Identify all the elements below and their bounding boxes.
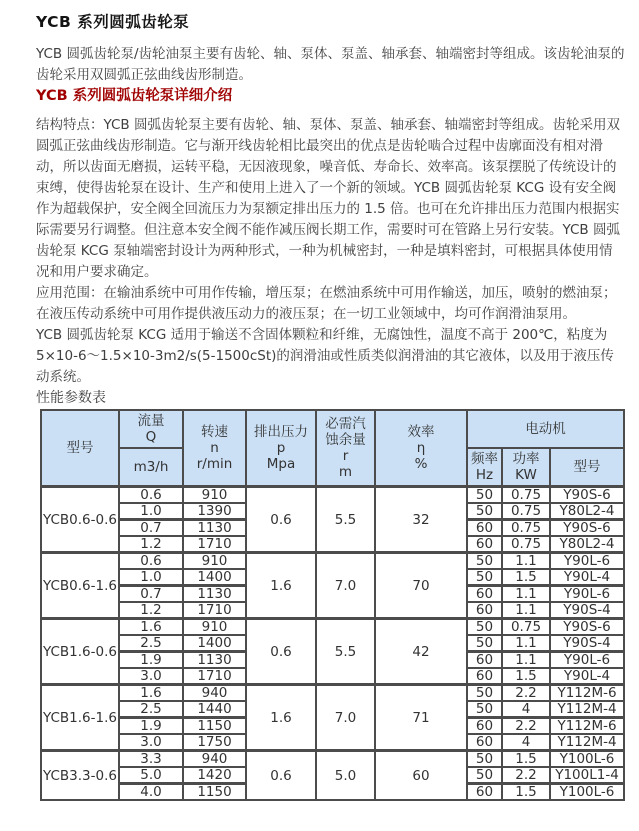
frequency-cell: 60 — [467, 536, 502, 553]
frequency-cell: 60 — [467, 602, 502, 619]
motor-model-cell: Y100L-6 — [550, 751, 624, 768]
motor-model-cell: Y90L-6 — [550, 652, 624, 669]
motor-model-cell: Y80L2-4 — [550, 536, 624, 553]
table-header — [41, 410, 624, 487]
motor-model-cell: Y100L1-4 — [550, 767, 624, 784]
model-cell: YCB3.3-0.6 — [41, 751, 119, 801]
flow-cell: 2.5 — [119, 701, 183, 718]
frequency-cell: 60 — [467, 668, 502, 685]
motor-model-cell: Y80L2-4 — [550, 503, 624, 520]
motor-model-cell: Y112M-4 — [550, 734, 624, 751]
paragraph-suitability: YCB 圆弧齿轮泵 KCG 适用于输送不含固体颗粒和纤维，无腐蚀性，温度不高于 200℃，粘度为5×10-6～1.5×10-3m2/s(5-1500cSt)的润滑油或性质类似润滑油的其它液体，以及用于液压传动系统。 — [36, 327, 614, 385]
motor-model-cell: Y112M-4 — [550, 701, 624, 718]
table-body — [41, 487, 624, 801]
flow-cell: 5.0 — [119, 767, 183, 784]
speed-cell: 1420 — [183, 767, 246, 784]
frequency-cell: 60 — [467, 784, 502, 801]
frequency-cell: 60 — [467, 520, 502, 537]
performance-table — [40, 409, 625, 801]
paragraph-application-range: 应用范围：在输油系统中可用作传输，增压泵；在燃油系统中可用作输送，加压，喷射的燃油泵；在液压传动系统中可用作提供液压动力的液压泵；在一切工业领域中，均可作润滑油泵用。 — [36, 285, 617, 322]
frequency-cell: 50 — [467, 751, 502, 768]
speed-cell: 1400 — [183, 569, 246, 586]
speed-cell: 1400 — [183, 635, 246, 652]
npsh-cell: 7.0 — [316, 553, 375, 619]
power-cell: 1.5 — [502, 668, 550, 685]
frequency-cell: 60 — [467, 734, 502, 751]
flow-cell: 0.7 — [119, 520, 183, 537]
motor-model-cell: Y90S-4 — [550, 602, 624, 619]
power-cell: 2.2 — [502, 685, 550, 702]
power-cell: 2.2 — [502, 767, 550, 784]
motor-model-cell: Y90L-6 — [550, 553, 624, 570]
table-row — [41, 619, 624, 636]
efficiency-cell: 32 — [375, 487, 467, 553]
speed-cell: 1710 — [183, 536, 246, 553]
efficiency-cell: 71 — [375, 685, 467, 751]
table-row — [41, 487, 624, 504]
frequency-cell: 60 — [467, 718, 502, 735]
power-cell: 0.75 — [502, 619, 550, 636]
power-cell: 1.1 — [502, 635, 550, 652]
header-model: 型号 — [41, 410, 119, 487]
power-cell: 0.75 — [502, 520, 550, 537]
motor-model-cell: Y90S-6 — [550, 487, 624, 504]
flow-cell: 1.0 — [119, 569, 183, 586]
npsh-cell: 5.5 — [316, 487, 375, 553]
header-flow: 流量 Q — [119, 410, 183, 448]
power-cell: 0.75 — [502, 487, 550, 504]
frequency-cell: 50 — [467, 487, 502, 504]
flow-cell: 1.6 — [119, 619, 183, 636]
power-cell: 1.5 — [502, 569, 550, 586]
frequency-cell: 60 — [467, 652, 502, 669]
efficiency-cell: 70 — [375, 553, 467, 619]
npsh-cell: 5.5 — [316, 619, 375, 685]
header-flow-unit: m3/h — [119, 448, 183, 487]
efficiency-cell: 42 — [375, 619, 467, 685]
page-title: YCB 系列圆弧齿轮泵 — [36, 13, 190, 31]
header-speed: 转速 n r/min — [183, 410, 246, 487]
flow-cell: 0.7 — [119, 586, 183, 603]
header-motor: 电动机 — [467, 410, 624, 448]
power-cell: 1.1 — [502, 586, 550, 603]
motor-model-cell: Y100L-6 — [550, 784, 624, 801]
motor-model-cell: Y90L-6 — [550, 586, 624, 603]
frequency-cell: 50 — [467, 767, 502, 784]
flow-cell: 1.9 — [119, 652, 183, 669]
power-cell: 1.5 — [502, 784, 550, 801]
speed-cell: 910 — [183, 487, 246, 504]
header-npsh: 必需汽 蚀余量 r m — [316, 410, 375, 487]
power-cell: 1.1 — [502, 602, 550, 619]
power-cell: 4 — [502, 701, 550, 718]
motor-model-cell: Y90L-4 — [550, 668, 624, 685]
table-row — [41, 685, 624, 702]
model-cell: YCB1.6-0.6 — [41, 619, 119, 685]
flow-cell: 0.6 — [119, 553, 183, 570]
header-pressure: 排出压力 p Mpa — [246, 410, 316, 487]
npsh-cell: 7.0 — [316, 685, 375, 751]
speed-cell: 940 — [183, 751, 246, 768]
pressure-cell: 0.6 — [246, 751, 316, 801]
flow-cell: 3.3 — [119, 751, 183, 768]
speed-cell: 1750 — [183, 734, 246, 751]
flow-cell: 1.9 — [119, 718, 183, 735]
power-cell: 1.1 — [502, 553, 550, 570]
header-frequency: 频率 Hz — [467, 448, 502, 487]
frequency-cell: 50 — [467, 701, 502, 718]
table-row — [41, 751, 624, 768]
frequency-cell: 50 — [467, 503, 502, 520]
motor-model-cell: Y112M-6 — [550, 718, 624, 735]
flow-cell: 1.2 — [119, 536, 183, 553]
speed-cell: 1710 — [183, 602, 246, 619]
speed-cell: 1440 — [183, 701, 246, 718]
frequency-cell: 50 — [467, 553, 502, 570]
speed-cell: 910 — [183, 619, 246, 636]
power-cell: 1.1 — [502, 652, 550, 669]
speed-cell: 910 — [183, 553, 246, 570]
speed-cell: 1130 — [183, 586, 246, 603]
power-cell: 2.2 — [502, 718, 550, 735]
motor-model-cell: Y112M-6 — [550, 685, 624, 702]
flow-cell: 0.6 — [119, 487, 183, 504]
intro-paragraph: YCB 圆弧齿轮泵/齿轮油泵主要有齿轮、轴、泵体、泵盖、轴承套、轴端密封等组成。该齿轮油泵的齿轮采用双圆弧正弦曲线齿形制造。 — [36, 46, 625, 83]
motor-model-cell: Y90S-6 — [550, 520, 624, 537]
detail-section-heading: YCB 系列圆弧齿轮泵详细介绍 — [36, 88, 233, 104]
pressure-cell: 0.6 — [246, 487, 316, 553]
paragraph-structure-features: 结构特点：YCB 圆弧齿轮泵主要有齿轮、轴、泵体、泵盖、轴承套、轴端密封等组成。齿轮采用双圆弧正弦曲线齿形制造。它与渐开线齿轮相比最突出的优点是齿轮啮合过程中齿廓面没有相对滑动，所以齿面无磨损，运转平稳，无因液现象，噪音低、寿命长、效率高。该泵摆脱了传统设计的束缚，使得齿轮泵在设计、生产和使用上进入了一个新的领域。YCB 圆弧齿轮泵 KCG 设有安全阀作为超载保护，安全阀全回流压力为泵额定排出压力的 1.5 倍。也可在允许排出压力范围内根据实际需要另行调整。但注意本安全阀不能作减压阀长期工作，需要时可在管路上另行安装。YCB 圆弧齿轮泵 KCG 泵轴端密封设计为两种形式，一种为机械密封，一种是填料密封，可根据具体使用情况和用户要求确定。 — [36, 117, 620, 280]
pressure-cell: 0.6 — [246, 619, 316, 685]
header-motor-model: 型号 — [550, 448, 624, 487]
flow-cell: 1.0 — [119, 503, 183, 520]
power-cell: 0.75 — [502, 503, 550, 520]
power-cell: 0.75 — [502, 536, 550, 553]
speed-cell: 1390 — [183, 503, 246, 520]
power-cell: 4 — [502, 734, 550, 751]
flow-cell: 3.0 — [119, 734, 183, 751]
speed-cell: 1150 — [183, 718, 246, 735]
table-row — [41, 553, 624, 570]
frequency-cell: 50 — [467, 619, 502, 636]
efficiency-cell: 60 — [375, 751, 467, 801]
frequency-cell: 50 — [467, 635, 502, 652]
model-cell: YCB0.6-1.6 — [41, 553, 119, 619]
flow-cell: 1.2 — [119, 602, 183, 619]
frequency-cell: 50 — [467, 569, 502, 586]
motor-model-cell: Y90S-4 — [550, 635, 624, 652]
header-power: 功率 KW — [502, 448, 550, 487]
header-efficiency: 效率 η % — [375, 410, 467, 487]
speed-cell: 1130 — [183, 652, 246, 669]
speed-cell: 1710 — [183, 668, 246, 685]
flow-cell: 1.6 — [119, 685, 183, 702]
npsh-cell: 5.0 — [316, 751, 375, 801]
flow-cell: 4.0 — [119, 784, 183, 801]
speed-cell: 1130 — [183, 520, 246, 537]
pressure-cell: 1.6 — [246, 553, 316, 619]
model-cell: YCB1.6-1.6 — [41, 685, 119, 751]
frequency-cell: 60 — [467, 586, 502, 603]
motor-model-cell: Y90S-6 — [550, 619, 624, 636]
flow-cell: 3.0 — [119, 668, 183, 685]
power-cell: 1.5 — [502, 751, 550, 768]
performance-table-label: 性能参数表 — [36, 390, 106, 406]
pressure-cell: 1.6 — [246, 685, 316, 751]
motor-model-cell: Y90L-4 — [550, 569, 624, 586]
frequency-cell: 50 — [467, 685, 502, 702]
flow-cell: 2.5 — [119, 635, 183, 652]
speed-cell: 940 — [183, 685, 246, 702]
model-cell: YCB0.6-0.6 — [41, 487, 119, 553]
speed-cell: 1150 — [183, 784, 246, 801]
